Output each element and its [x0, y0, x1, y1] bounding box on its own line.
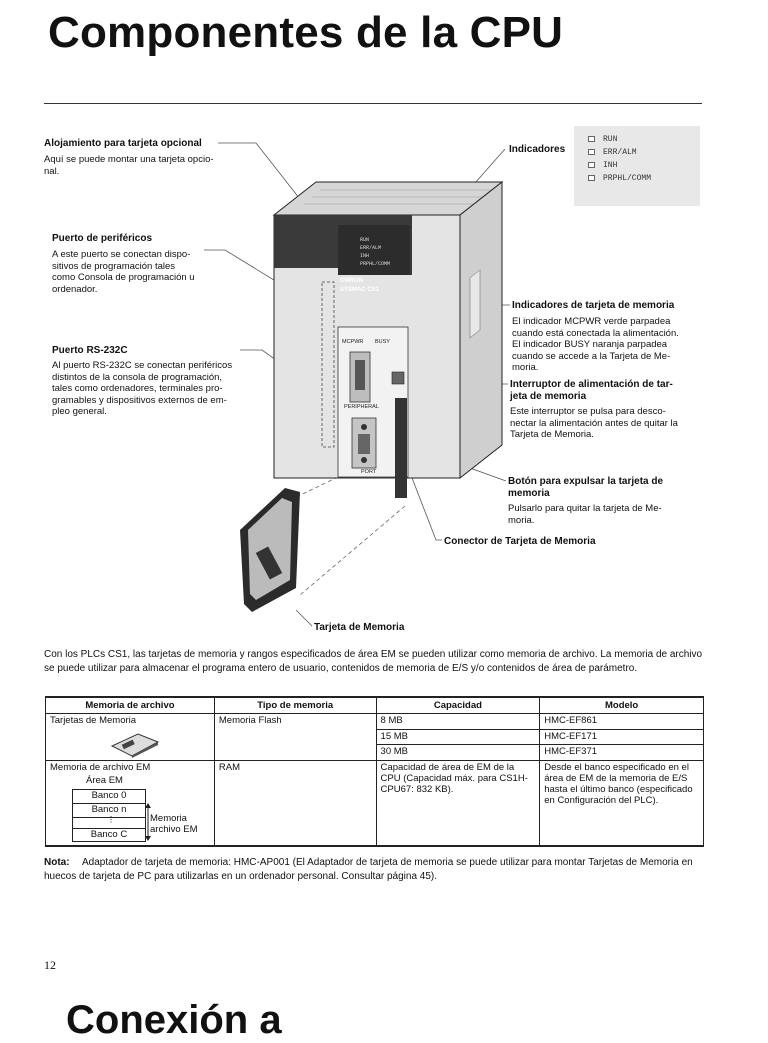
em-file-label: Memoria archivo EM: [150, 813, 198, 835]
cell-em-capacity: Capacidad de área de EM de la CPU (Capacidad máx. para CS1H-CPU67: 832 KB).: [376, 761, 540, 847]
bank-c: Banco C: [90, 829, 128, 840]
note: [44, 856, 704, 884]
note-label: Nota:: [44, 857, 70, 868]
intro-text: Con los PLCs CS1, las tarjetas de memoria y rangos especificados de área EM se pueden utilizar como memoria de archivo. La memoria de archivo se puede utilizar para almacenar el programa entero de usuario, contenidos de memoria de E/S y/o contenidos de área de parámetro.: [44, 649, 703, 674]
next-section-title: Conexión a: [66, 998, 282, 1042]
cell-model-ef371: HMC-EF371: [540, 745, 704, 761]
cell-capacity-15mb: 15 MB: [376, 729, 540, 745]
indicator-comm: PRPHL/COMM: [588, 174, 651, 183]
header-model: Modelo: [540, 697, 704, 714]
eject-title: Botón para expulsar la tarjeta de memoria: [508, 476, 664, 499]
device-led-inh: INH: [360, 253, 370, 259]
card-title: Tarjeta de Memoria: [314, 622, 405, 633]
header-capacity: Capacidad: [376, 697, 540, 714]
table-header-row: [46, 697, 704, 714]
cell-capacity-8mb: 8 MB: [376, 714, 540, 730]
eject-desc: Pulsarlo para quitar la tarjeta de Me- moria.: [508, 503, 662, 526]
cell-flash: Memoria Flash: [214, 714, 376, 761]
device-busy: BUSY: [375, 339, 390, 345]
device-model: SYSMAC CS1: [340, 287, 380, 293]
device-led-run: RUN: [360, 237, 370, 243]
bank-n: Banco n: [73, 804, 145, 818]
table-row: [46, 761, 704, 847]
indicator-inh: INH: [588, 161, 617, 170]
file-memory-table: [45, 696, 704, 847]
indicator-err: ERR/ALM: [588, 148, 637, 157]
device-brand: OMRON: [340, 278, 363, 284]
cell-memory-cards: Tarjetas de Memoria: [46, 714, 215, 761]
option-slot-desc: Aquí se puede montar una tarjeta opcio- nal.: [44, 154, 214, 177]
device-led-err: ERR/ALM: [360, 245, 382, 251]
note-text: Adaptador de tarjeta de memoria: HMC-AP001 (El Adaptador de tarjeta de memoria se puede utilizar para montar Tarjetas de Memoria en huecos de tarjeta de PC para utilizarlas en un ordenador personal. Consultar página 45).: [44, 857, 693, 882]
rs232-desc: Al puerto RS-232C se conectan periféricos distintos de la consola de programación, tales como ordenadores, terminales pro- gramables y dispositivos externos de em- pleo general.: [52, 360, 233, 417]
rs232-title: Puerto RS-232C: [52, 345, 128, 356]
em-area-label: Área EM: [86, 775, 123, 786]
cell-model-ef861: HMC-EF861: [540, 714, 704, 730]
card-indicators-title: Indicadores de tarjeta de memoria: [512, 300, 675, 311]
cell-em-file-memory: Memoria de archivo EM Área EM Banco 0 Banco n ⋮ Banco C Memoria archivo EM: [46, 761, 215, 847]
cell-ram: RAM: [214, 761, 376, 847]
peripheral-desc: A este puerto se conectan dispo- sitivos de programación tales como Consola de programación u ordenador.: [52, 249, 195, 295]
bank-0: Banco 0: [73, 790, 145, 804]
card-indicators-desc: El indicador MCPWR verde parpadea cuando está conectada la alimentación. El indicador BUSY naranja parpadea cuando se accede a la Tarjeta de Me- moria.: [512, 316, 679, 373]
header-memory-type: Tipo de memoria: [214, 697, 376, 714]
cell-em-model: Desde el banco especificado en el área de EM de la memoria de E/S hasta el último banco (especificado en Configuración del PLC).: [540, 761, 704, 847]
power-switch-desc: Este interruptor se pulsa para desco- nectar la alimentación antes de quitar la Tarjeta de Memoria.: [510, 406, 678, 440]
peripheral-title: Puerto de periféricos: [52, 233, 153, 244]
connector-title: Conector de Tarjeta de Memoria: [444, 536, 596, 547]
device-peripheral: PERIPHERAL: [344, 404, 379, 410]
page-number: 12: [44, 958, 56, 972]
indicators-title: Indicadores: [509, 144, 566, 155]
memory-card-icon: [108, 730, 168, 758]
device-port: PORT: [361, 469, 377, 475]
cell-capacity-30mb: 30 MB: [376, 745, 540, 761]
table-row: [46, 714, 704, 730]
page-title: Componentes de la CPU: [48, 8, 564, 57]
cell-model-ef171: HMC-EF171: [540, 729, 704, 745]
header-file-memory: Memoria de archivo: [46, 697, 215, 714]
device-mcpwr: MCPWR: [342, 339, 364, 345]
power-switch-title: Interruptor de alimentación de tar- jeta de memoria: [510, 379, 673, 402]
indicator-run: RUN: [588, 135, 617, 144]
option-slot-title: Alojamiento para tarjeta opcional: [44, 138, 202, 149]
device-led-comm: PRPHL/COMM: [360, 261, 391, 267]
em-bank-diagram: Banco 0 Banco n ⋮ Banco C: [72, 789, 146, 842]
